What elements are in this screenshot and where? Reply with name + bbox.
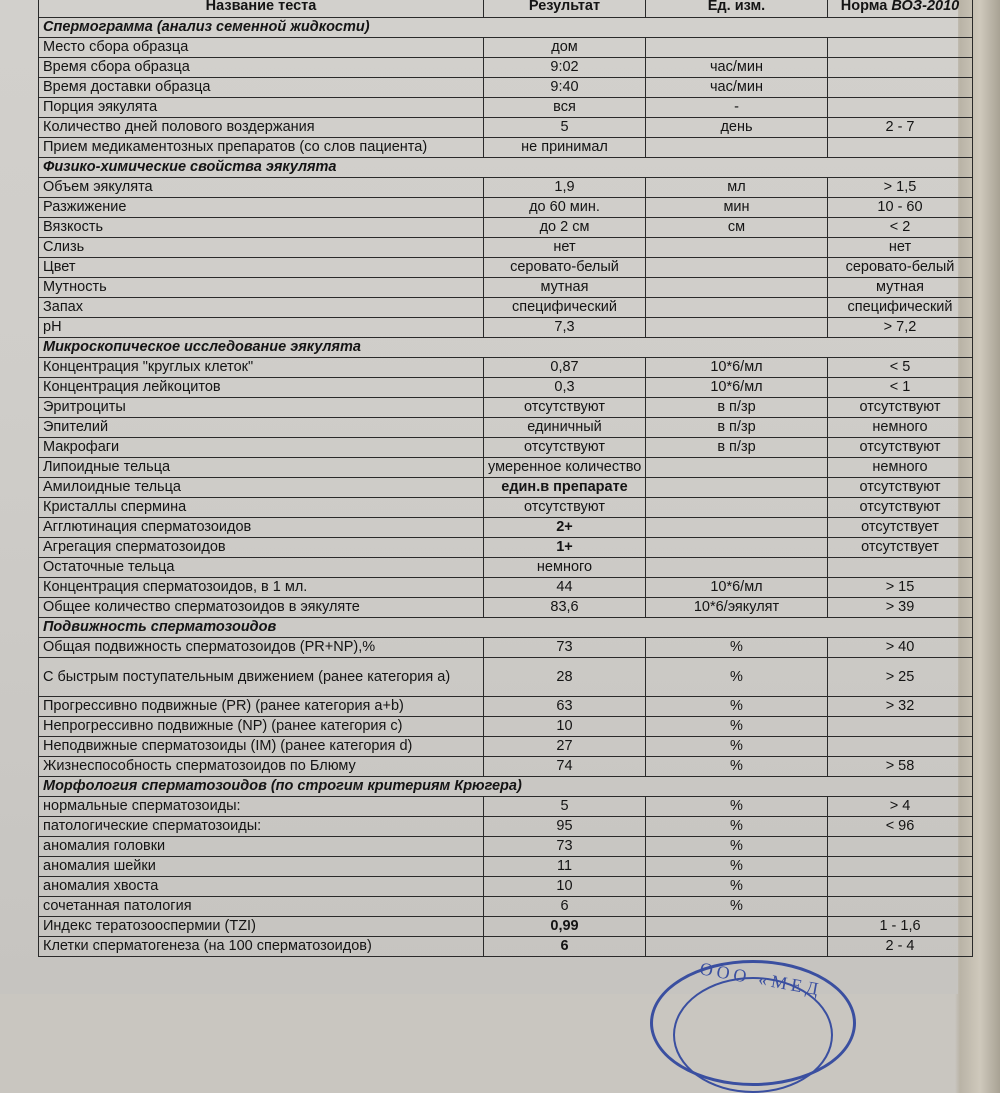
- unit-cell: [646, 478, 828, 498]
- table-row: [39, 857, 973, 877]
- test-name-cell: Слизь: [39, 238, 484, 258]
- section-title: Морфология сперматозоидов (по строгим критериям Крюгера): [39, 777, 973, 797]
- unit-cell: %: [646, 717, 828, 737]
- norm-cell: > 58: [828, 757, 973, 777]
- test-name-cell: Жизнеспособность сперматозоидов по Блюму: [39, 757, 484, 777]
- table-body: [39, 18, 973, 957]
- result-cell: 5: [484, 118, 646, 138]
- unit-cell: [646, 278, 828, 298]
- table-row: [39, 697, 973, 717]
- table-row: [39, 737, 973, 757]
- table-row: [39, 797, 973, 817]
- result-cell: 95: [484, 817, 646, 837]
- unit-cell: [646, 558, 828, 578]
- table-row: [39, 318, 973, 338]
- section-title: Физико-химические свойства эякулята: [39, 158, 973, 178]
- test-name-cell: аномалия шейки: [39, 857, 484, 877]
- test-name-cell: Липоидные тельца: [39, 458, 484, 478]
- test-name-cell: Амилоидные тельца: [39, 478, 484, 498]
- table-row: [39, 118, 973, 138]
- test-name-cell: Клетки сперматогенеза (на 100 сперматозоидов): [39, 937, 484, 957]
- result-cell: немного: [484, 558, 646, 578]
- unit-cell: [646, 258, 828, 278]
- result-cell: 63: [484, 697, 646, 717]
- norm-cell: немного: [828, 418, 973, 438]
- table-row: [39, 58, 973, 78]
- section-title: Микроскопическое исследование эякулята: [39, 338, 973, 358]
- test-name-cell: Концентрация "круглых клеток": [39, 358, 484, 378]
- norm-cell: [828, 58, 973, 78]
- norm-cell: отсутствуют: [828, 398, 973, 418]
- unit-cell: %: [646, 877, 828, 897]
- table-row: [39, 298, 973, 318]
- result-cell: 44: [484, 578, 646, 598]
- table-row: [39, 658, 973, 697]
- result-cell: отсутствуют: [484, 498, 646, 518]
- result-cell: до 2 см: [484, 218, 646, 238]
- table-row: [39, 837, 973, 857]
- unit-cell: %: [646, 737, 828, 757]
- table-row: [39, 178, 973, 198]
- norm-cell: [828, 558, 973, 578]
- unit-cell: [646, 498, 828, 518]
- unit-cell: час/мин: [646, 78, 828, 98]
- result-cell: до 60 мин.: [484, 198, 646, 218]
- norm-cell: > 1,5: [828, 178, 973, 198]
- unit-cell: в п/зр: [646, 418, 828, 438]
- result-cell: отсутствуют: [484, 398, 646, 418]
- unit-cell: [646, 238, 828, 258]
- unit-cell: %: [646, 638, 828, 658]
- result-cell: 2+: [484, 518, 646, 538]
- result-cell: един.в препарате: [484, 478, 646, 498]
- norm-cell: > 4: [828, 797, 973, 817]
- norm-cell: 2 - 4: [828, 937, 973, 957]
- result-cell: 1+: [484, 538, 646, 558]
- unit-cell: [646, 917, 828, 937]
- norm-cell: 10 - 60: [828, 198, 973, 218]
- table-row: [39, 638, 973, 658]
- table-header-row: [39, 0, 973, 18]
- header-test-name: Название теста: [39, 0, 484, 18]
- unit-cell: 10*6/мл: [646, 358, 828, 378]
- result-cell: 0,3: [484, 378, 646, 398]
- norm-cell: < 1: [828, 378, 973, 398]
- table-row: [39, 458, 973, 478]
- unit-cell: см: [646, 218, 828, 238]
- table-row: [39, 78, 973, 98]
- unit-cell: %: [646, 658, 828, 697]
- table-row: [39, 558, 973, 578]
- test-name-cell: С быстрым поступательным движением (ранее категория а): [39, 658, 484, 697]
- test-name-cell: Объем эякулята: [39, 178, 484, 198]
- table-row: [39, 897, 973, 917]
- test-name-cell: Общая подвижность сперматозоидов (PR+NP),%: [39, 638, 484, 658]
- unit-cell: [646, 937, 828, 957]
- table-row: [39, 578, 973, 598]
- test-name-cell: Количество дней полового воздержания: [39, 118, 484, 138]
- result-cell: 10: [484, 717, 646, 737]
- norm-cell: [828, 837, 973, 857]
- unit-cell: в п/зр: [646, 438, 828, 458]
- test-name-cell: Непрогрессивно подвижные (NP) (ранее категория с): [39, 717, 484, 737]
- test-name-cell: Агглютинация сперматозоидов: [39, 518, 484, 538]
- result-cell: 6: [484, 937, 646, 957]
- norm-cell: отсутствует: [828, 538, 973, 558]
- table-row: [39, 498, 973, 518]
- stamp-text: ООО «МЕД: [698, 958, 824, 1000]
- table-row: [39, 717, 973, 737]
- result-cell: 27: [484, 737, 646, 757]
- norm-cell: [828, 78, 973, 98]
- result-cell: дом: [484, 38, 646, 58]
- result-cell: 9:40: [484, 78, 646, 98]
- table-row: [39, 218, 973, 238]
- norm-cell: > 40: [828, 638, 973, 658]
- result-cell: 7,3: [484, 318, 646, 338]
- unit-cell: 10*6/мл: [646, 578, 828, 598]
- header-result: Результат: [484, 0, 646, 18]
- table-row: [39, 278, 973, 298]
- result-cell: 0,87: [484, 358, 646, 378]
- norm-cell: отсутствует: [828, 518, 973, 538]
- norm-cell: [828, 38, 973, 58]
- norm-cell: > 32: [828, 697, 973, 717]
- table-row: [39, 358, 973, 378]
- section-header-row: [39, 777, 973, 797]
- result-cell: специфический: [484, 298, 646, 318]
- table-row: [39, 258, 973, 278]
- test-name-cell: Остаточные тельца: [39, 558, 484, 578]
- test-name-cell: аномалия головки: [39, 837, 484, 857]
- table-row: [39, 518, 973, 538]
- test-name-cell: Место сбора образца: [39, 38, 484, 58]
- table-row: [39, 398, 973, 418]
- unit-cell: [646, 518, 828, 538]
- unit-cell: [646, 318, 828, 338]
- norm-cell: мутная: [828, 278, 973, 298]
- unit-cell: %: [646, 817, 828, 837]
- norm-cell: немного: [828, 458, 973, 478]
- norm-cell: [828, 717, 973, 737]
- table-row: [39, 238, 973, 258]
- organization-stamp: [650, 960, 856, 1086]
- result-cell: мутная: [484, 278, 646, 298]
- test-name-cell: Концентрация лейкоцитов: [39, 378, 484, 398]
- norm-cell: < 2: [828, 218, 973, 238]
- norm-cell: [828, 737, 973, 757]
- table-row: [39, 418, 973, 438]
- test-name-cell: аномалия хвоста: [39, 877, 484, 897]
- result-cell: не принимал: [484, 138, 646, 158]
- result-cell: 83,6: [484, 598, 646, 618]
- norm-cell: [828, 897, 973, 917]
- unit-cell: -: [646, 98, 828, 118]
- test-name-cell: Мутность: [39, 278, 484, 298]
- test-name-cell: Прием медикаментозных препаратов (со слов пациента): [39, 138, 484, 158]
- result-cell: вся: [484, 98, 646, 118]
- table-row: [39, 438, 973, 458]
- result-cell: 74: [484, 757, 646, 777]
- unit-cell: [646, 298, 828, 318]
- test-name-cell: Неподвижные сперматозоиды (IM) (ранее категория d): [39, 737, 484, 757]
- unit-cell: %: [646, 837, 828, 857]
- test-name-cell: Цвет: [39, 258, 484, 278]
- test-name-cell: pH: [39, 318, 484, 338]
- unit-cell: [646, 38, 828, 58]
- unit-cell: %: [646, 697, 828, 717]
- table-row: [39, 917, 973, 937]
- norm-cell: специфический: [828, 298, 973, 318]
- unit-cell: в п/зр: [646, 398, 828, 418]
- result-cell: 9:02: [484, 58, 646, 78]
- unit-cell: день: [646, 118, 828, 138]
- section-title: Спермограмма (анализ семенной жидкости): [39, 18, 973, 38]
- test-name-cell: патологические сперматозоиды:: [39, 817, 484, 837]
- result-cell: единичный: [484, 418, 646, 438]
- norm-cell: серовато-белый: [828, 258, 973, 278]
- test-name-cell: Время сбора образца: [39, 58, 484, 78]
- test-name-cell: Общее количество сперматозоидов в эякуляте: [39, 598, 484, 618]
- table-row: [39, 937, 973, 957]
- section-header-row: [39, 158, 973, 178]
- norm-cell: [828, 138, 973, 158]
- unit-cell: %: [646, 757, 828, 777]
- norm-cell: > 39: [828, 598, 973, 618]
- semen-analysis-table: [38, 0, 973, 957]
- norm-cell: 1 - 1,6: [828, 917, 973, 937]
- test-name-cell: Порция эякулята: [39, 98, 484, 118]
- section-header-row: [39, 618, 973, 638]
- result-cell: 73: [484, 638, 646, 658]
- result-cell: 1,9: [484, 178, 646, 198]
- norm-cell: 2 - 7: [828, 118, 973, 138]
- result-cell: отсутствуют: [484, 438, 646, 458]
- header-norm: Норма ВОЗ-2010: [828, 0, 973, 18]
- norm-cell: > 25: [828, 658, 973, 697]
- test-name-cell: нормальные сперматозоиды:: [39, 797, 484, 817]
- result-cell: нет: [484, 238, 646, 258]
- result-cell: 6: [484, 897, 646, 917]
- result-cell: 28: [484, 658, 646, 697]
- result-cell: 11: [484, 857, 646, 877]
- result-cell: 0,99: [484, 917, 646, 937]
- unit-cell: 10*6/эякулят: [646, 598, 828, 618]
- unit-cell: 10*6/мл: [646, 378, 828, 398]
- unit-cell: [646, 458, 828, 478]
- test-name-cell: Эпителий: [39, 418, 484, 438]
- norm-cell: отсутствуют: [828, 478, 973, 498]
- result-cell: 73: [484, 837, 646, 857]
- table-row: [39, 378, 973, 398]
- test-name-cell: Время доставки образца: [39, 78, 484, 98]
- test-name-cell: Индекс тератозооспермии (TZI): [39, 917, 484, 937]
- result-cell: умеренное количество: [484, 458, 646, 478]
- norm-cell: отсутствуют: [828, 498, 973, 518]
- table-row: [39, 817, 973, 837]
- test-name-cell: Кристаллы спермина: [39, 498, 484, 518]
- table-row: [39, 478, 973, 498]
- section-header-row: [39, 18, 973, 38]
- norm-cell: > 15: [828, 578, 973, 598]
- result-cell: 5: [484, 797, 646, 817]
- section-header-row: [39, 338, 973, 358]
- unit-cell: мл: [646, 178, 828, 198]
- test-name-cell: Концентрация сперматозоидов, в 1 мл.: [39, 578, 484, 598]
- section-title: Подвижность сперматозоидов: [39, 618, 973, 638]
- unit-cell: час/мин: [646, 58, 828, 78]
- result-cell: 10: [484, 877, 646, 897]
- test-name-cell: Агрегация сперматозоидов: [39, 538, 484, 558]
- unit-cell: %: [646, 897, 828, 917]
- unit-cell: %: [646, 857, 828, 877]
- unit-cell: [646, 538, 828, 558]
- test-name-cell: Эритроциты: [39, 398, 484, 418]
- table-row: [39, 98, 973, 118]
- table-row: [39, 538, 973, 558]
- test-name-cell: Разжижение: [39, 198, 484, 218]
- norm-cell: [828, 98, 973, 118]
- table-row: [39, 198, 973, 218]
- norm-cell: [828, 857, 973, 877]
- norm-cell: нет: [828, 238, 973, 258]
- test-name-cell: сочетанная патология: [39, 897, 484, 917]
- test-name-cell: Макрофаги: [39, 438, 484, 458]
- norm-cell: < 96: [828, 817, 973, 837]
- table-row: [39, 757, 973, 777]
- test-name-cell: Прогрессивно подвижные (PR) (ранее категория а+b): [39, 697, 484, 717]
- table-row: [39, 138, 973, 158]
- unit-cell: %: [646, 797, 828, 817]
- norm-cell: отсутствуют: [828, 438, 973, 458]
- test-name-cell: Вязкость: [39, 218, 484, 238]
- header-unit: Ед. изм.: [646, 0, 828, 18]
- test-name-cell: Запах: [39, 298, 484, 318]
- table-row: [39, 38, 973, 58]
- norm-cell: < 5: [828, 358, 973, 378]
- unit-cell: мин: [646, 198, 828, 218]
- table-row: [39, 598, 973, 618]
- unit-cell: [646, 138, 828, 158]
- norm-cell: [828, 877, 973, 897]
- norm-cell: > 7,2: [828, 318, 973, 338]
- result-cell: серовато-белый: [484, 258, 646, 278]
- table-row: [39, 877, 973, 897]
